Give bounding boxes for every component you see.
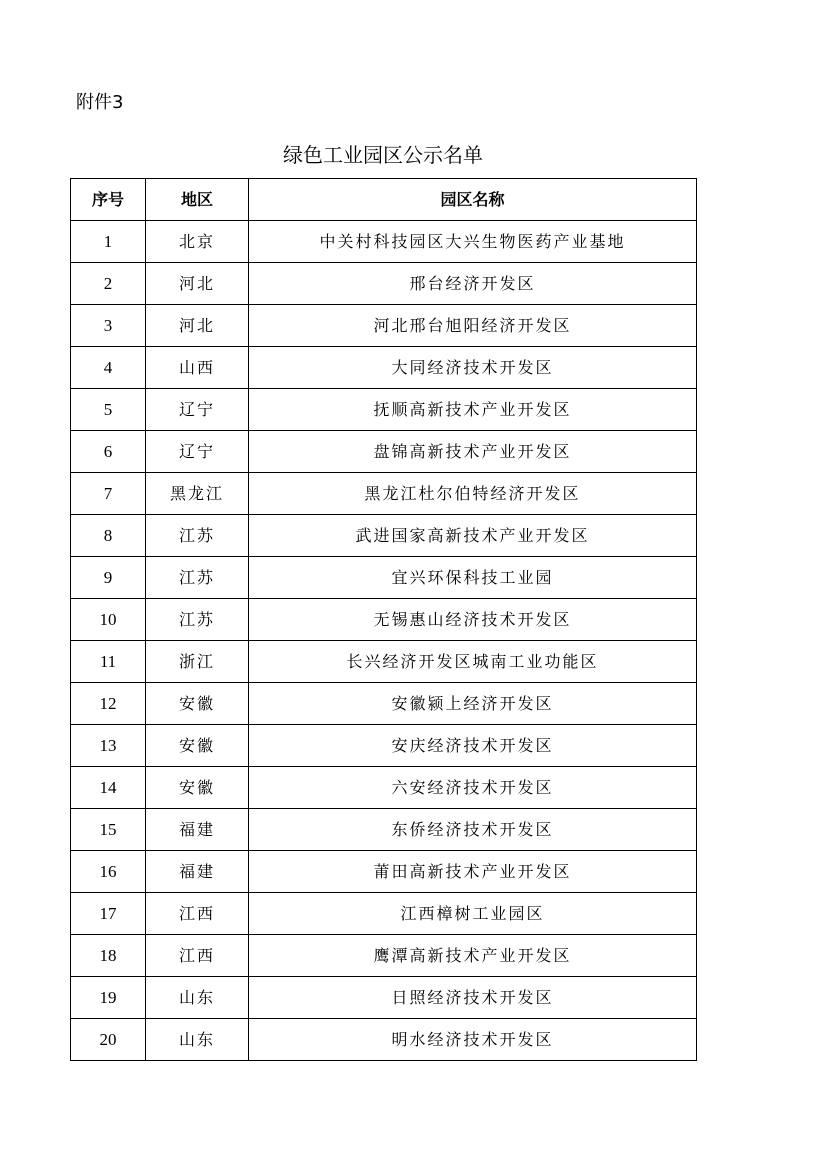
- cell-serial-number: 17: [71, 893, 146, 935]
- table-row: [71, 935, 697, 977]
- table-row: [71, 767, 697, 809]
- cell-park-name: 武进国家高新技术产业开发区: [249, 515, 697, 557]
- cell-serial-number: 3: [71, 305, 146, 347]
- attachment-label: 附件3: [76, 92, 124, 113]
- cell-region: 浙江: [146, 641, 249, 683]
- cell-park-name: 莆田高新技术产业开发区: [249, 851, 697, 893]
- cell-park-name: 长兴经济开发区城南工业功能区: [249, 641, 697, 683]
- cell-region: 河北: [146, 263, 249, 305]
- cell-serial-number: 16: [71, 851, 146, 893]
- cell-park-name: 安庆经济技术开发区: [249, 725, 697, 767]
- cell-park-name: 抚顺高新技术产业开发区: [249, 389, 697, 431]
- table-row: [71, 557, 697, 599]
- cell-serial-number: 5: [71, 389, 146, 431]
- cell-park-name: 宜兴环保科技工业园: [249, 557, 697, 599]
- table-row: [71, 431, 697, 473]
- cell-region: 山东: [146, 1019, 249, 1061]
- cell-region: 黑龙江: [146, 473, 249, 515]
- table-row: [71, 221, 697, 263]
- table-row: [71, 641, 697, 683]
- table-row: [71, 347, 697, 389]
- cell-region: 江苏: [146, 599, 249, 641]
- cell-park-name: 中关村科技园区大兴生物医药产业基地: [249, 221, 697, 263]
- cell-region: 江苏: [146, 515, 249, 557]
- cell-park-name: 黑龙江杜尔伯特经济开发区: [249, 473, 697, 515]
- cell-park-name: 鹰潭高新技术产业开发区: [249, 935, 697, 977]
- cell-serial-number: 19: [71, 977, 146, 1019]
- table-row: [71, 473, 697, 515]
- cell-region: 辽宁: [146, 389, 249, 431]
- cell-park-name: 东侨经济技术开发区: [249, 809, 697, 851]
- cell-region: 山西: [146, 347, 249, 389]
- cell-serial-number: 20: [71, 1019, 146, 1061]
- park-list-table: [70, 178, 697, 1061]
- cell-serial-number: 7: [71, 473, 146, 515]
- header-region: 地区: [146, 179, 249, 221]
- cell-park-name: 大同经济技术开发区: [249, 347, 697, 389]
- cell-serial-number: 4: [71, 347, 146, 389]
- cell-region: 江西: [146, 935, 249, 977]
- table-row: [71, 809, 697, 851]
- table-row: [71, 263, 697, 305]
- cell-region: 安徽: [146, 767, 249, 809]
- header-park-name: 园区名称: [249, 179, 697, 221]
- cell-serial-number: 10: [71, 599, 146, 641]
- cell-park-name: 邢台经济开发区: [249, 263, 697, 305]
- table-row: [71, 1019, 697, 1061]
- table-row: [71, 893, 697, 935]
- cell-serial-number: 13: [71, 725, 146, 767]
- cell-serial-number: 11: [71, 641, 146, 683]
- cell-park-name: 六安经济技术开发区: [249, 767, 697, 809]
- table-row: [71, 515, 697, 557]
- cell-park-name: 江西樟树工业园区: [249, 893, 697, 935]
- cell-region: 江苏: [146, 557, 249, 599]
- cell-region: 辽宁: [146, 431, 249, 473]
- header-serial-number: 序号: [71, 179, 146, 221]
- cell-region: 山东: [146, 977, 249, 1019]
- cell-park-name: 无锡惠山经济技术开发区: [249, 599, 697, 641]
- cell-serial-number: 18: [71, 935, 146, 977]
- cell-serial-number: 14: [71, 767, 146, 809]
- table-row: [71, 725, 697, 767]
- cell-region: 福建: [146, 851, 249, 893]
- table-row: [71, 683, 697, 725]
- cell-serial-number: 6: [71, 431, 146, 473]
- table-row: [71, 851, 697, 893]
- table-row: [71, 389, 697, 431]
- table-row: [71, 977, 697, 1019]
- cell-park-name: 盘锦高新技术产业开发区: [249, 431, 697, 473]
- cell-region: 河北: [146, 305, 249, 347]
- cell-serial-number: 1: [71, 221, 146, 263]
- cell-park-name: 安徽颍上经济开发区: [249, 683, 697, 725]
- cell-region: 福建: [146, 809, 249, 851]
- cell-region: 安徽: [146, 683, 249, 725]
- cell-park-name: 日照经济技术开发区: [249, 977, 697, 1019]
- document-title: 绿色工业园区公示名单: [283, 143, 483, 167]
- cell-region: 北京: [146, 221, 249, 263]
- cell-serial-number: 12: [71, 683, 146, 725]
- cell-park-name: 明水经济技术开发区: [249, 1019, 697, 1061]
- table-row: [71, 305, 697, 347]
- cell-park-name: 河北邢台旭阳经济开发区: [249, 305, 697, 347]
- cell-serial-number: 15: [71, 809, 146, 851]
- cell-serial-number: 8: [71, 515, 146, 557]
- cell-region: 江西: [146, 893, 249, 935]
- table-row: [71, 599, 697, 641]
- cell-serial-number: 2: [71, 263, 146, 305]
- cell-serial-number: 9: [71, 557, 146, 599]
- table-header-row: [71, 179, 697, 221]
- cell-region: 安徽: [146, 725, 249, 767]
